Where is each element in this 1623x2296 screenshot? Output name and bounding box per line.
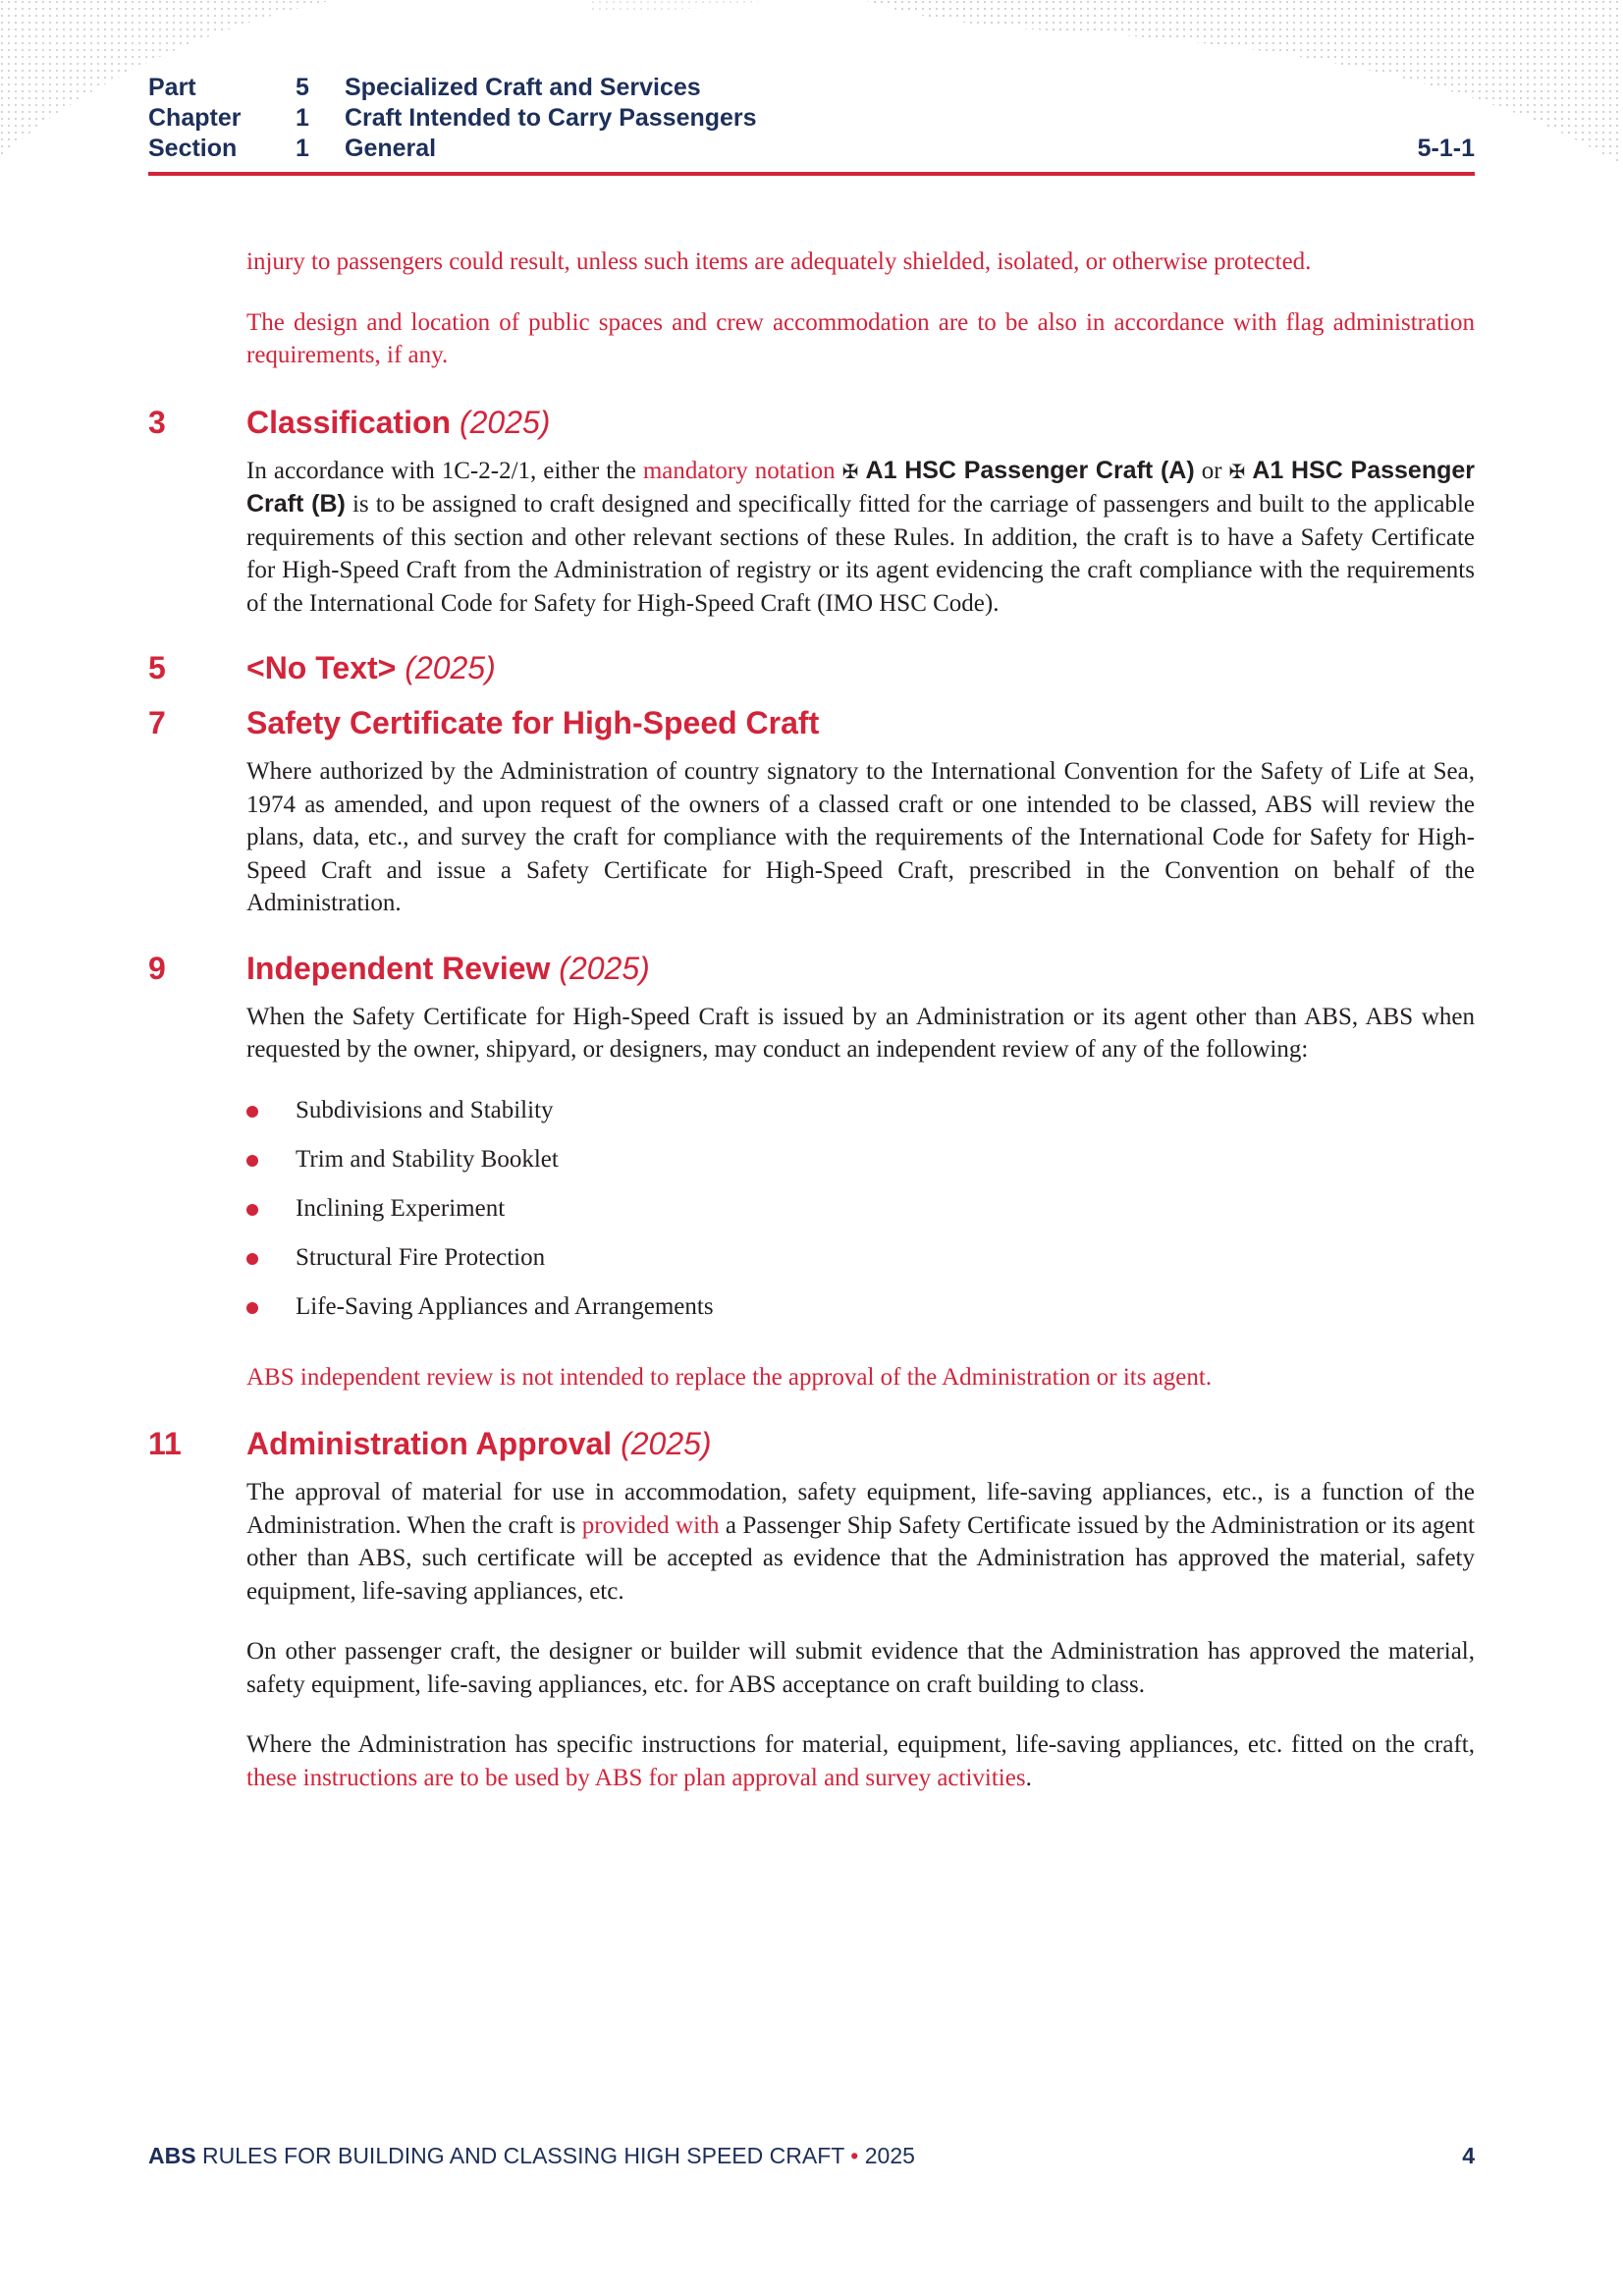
bullet-icon [246,1302,258,1314]
class-notation-a: A1 HSC Passenger Craft (A) [865,456,1195,484]
heading-safety-certificate [148,702,1475,743]
footer-year: 2025 [864,2143,915,2168]
header-rule [148,172,1475,176]
header-number: 1 [296,135,309,162]
text-run: Where the Administration has specific instructions for material, equipment, life-saving appliances, etc. fitted on the craft, [246,1731,1475,1758]
bullet-icon [246,1155,258,1167]
bullet-icon [246,1106,258,1118]
heading-number: 11 [148,1426,182,1461]
footer-title: RULES FOR BUILDING AND CLASSING HIGH SPEED CRAFT [201,2143,844,2168]
heading-title: Administration Approval [246,1426,613,1461]
heading-independent-review [148,948,1475,989]
independent-review-paragraph: When the Safety Certificate for High-Speed Craft is issued by an Administration or its agent other than ABS, ABS when requested by the owner, shipyard, or designers, may conduct an independent review of any of the following: [246,1003,1475,1063]
list-item-text: Subdivisions and Stability [296,1096,554,1123]
header-title: Specialized Craft and Services [345,74,701,101]
bullet-icon [246,1204,258,1216]
heading-number: 7 [148,705,166,740]
section-code: 5-1-1 [1417,135,1475,162]
intro-paragraph-2: The design and location of public spaces and crew accommodation are to be also in accordance with flag administration requirements, if any. [246,308,1475,368]
list-item [246,1241,1475,1290]
list-item [246,1143,1475,1192]
approval-paragraph-1 [246,1476,1475,1608]
safety-certificate-paragraph: Where authorized by the Administration of country signatory to the International Convention for the Safety of Life at Sea, 1974 as amended, and upon request of the owners of a classed craft or one intended to be classed, ABS will review the plans, data, etc., and survey the craft for compliance with the requirements of the International Code for Safety for High-Speed Craft and issue a Safety Certificate for High-Speed Craft, prescribed in the Convention on behalf of the Administration. [246,758,1475,916]
heading-title: Classification [246,404,452,440]
text-run: The approval of material for use in accommodation, safety equipment, life-saving appliances, etc., is a function of the Administration. When the craft is [246,1479,1475,1539]
header-part-row [148,73,1475,103]
heading-title: Independent Review [246,950,551,986]
list-item-text: Trim and Stability Booklet [296,1145,559,1173]
list-item [246,1192,1475,1241]
header-label: Chapter [148,104,242,132]
heading-administration-approval [148,1423,1475,1464]
heading-year: (2025) [559,950,650,986]
approval-paragraph-3 [246,1728,1475,1794]
header-section-row [148,134,1475,164]
heading-number: 9 [148,950,166,986]
text-run: or [1194,457,1229,484]
text-run: is to be assigned to craft designed and specifically fitted for the carriage of passengers and built to the applicable requirements of this section and other relevant sections of these Rules. In addition, the craft is to have a Safety Certificate for High-Speed Craft from the Administration of registry or its agent evidencing the craft compliance with the requirements of the International Code for Safety for High-Speed Craft (IMO HSC Code). [246,491,1475,617]
header-number: 5 [296,74,309,101]
text-run-revised: these instructions are to be used by ABS for plan approval and survey activities [246,1764,1026,1791]
list-item-text: Structural Fire Protection [296,1243,546,1271]
list-item [246,1290,1475,1339]
classification-paragraph [246,455,1475,621]
running-header [148,73,1475,164]
class-notation-b: A1 HSC Passenger Craft (B) [246,456,1476,518]
header-title: Craft Intended to Carry Passengers [345,104,757,132]
footer-brand: ABS [148,2143,196,2168]
heading-title: Safety Certificate for High-Speed Craft [246,705,820,740]
page-footer [148,2141,1475,2170]
review-items-list [246,1094,1475,1339]
header-number: 1 [296,104,309,132]
list-item [246,1094,1475,1143]
heading-number: 3 [148,404,166,440]
heading-title: <No Text> [246,650,397,685]
page-content [148,246,1475,1822]
text-run-revised: provided with [581,1511,720,1539]
bullet-icon [246,1253,258,1265]
header-label: Section [148,135,238,162]
text-run: . [1025,1764,1032,1791]
independent-review-note: ABS independent review is not intended to replace the approval of the Administration or its agent. [246,1363,1213,1391]
page-number: 4 [1462,2143,1475,2168]
text-run: In accordance with 1C-2-2/1, either the [246,457,643,484]
maltese-cross-icon: ✠ [841,459,859,483]
heading-year: (2025) [621,1426,712,1461]
heading-classification [148,402,1475,443]
list-item-text: Inclining Experiment [296,1194,506,1222]
heading-number: 5 [148,650,166,685]
list-item-text: Life-Saving Appliances and Arrangements [296,1292,714,1320]
heading-year: (2025) [459,404,551,440]
heading-year: (2025) [405,650,496,685]
maltese-cross-icon: ✠ [1228,459,1246,483]
header-title: General [345,135,437,162]
approval-paragraph-2: On other passenger craft, the designer or builder will submit evidence that the Administration has approved the material, safety equipment, life-saving appliances, etc. for ABS acceptance on craft building to class. [246,1638,1475,1698]
intro-paragraph-1: injury to passengers could result, unless such items are adequately shielded, isolated, or otherwise protected. [246,248,1312,275]
heading-no-text [148,647,1475,688]
footer-separator: • [850,2143,859,2168]
header-chapter-row [148,103,1475,134]
header-label: Part [148,74,196,101]
text-run: a Passenger Ship Safety Certificate issued by the Administration or its agent other than ABS, such certificate will be accepted as evidence that the Administration has approved the material, safety equipment, life-saving appliances, etc. [246,1511,1475,1605]
mandatory-notation-text: mandatory notation [642,457,836,484]
